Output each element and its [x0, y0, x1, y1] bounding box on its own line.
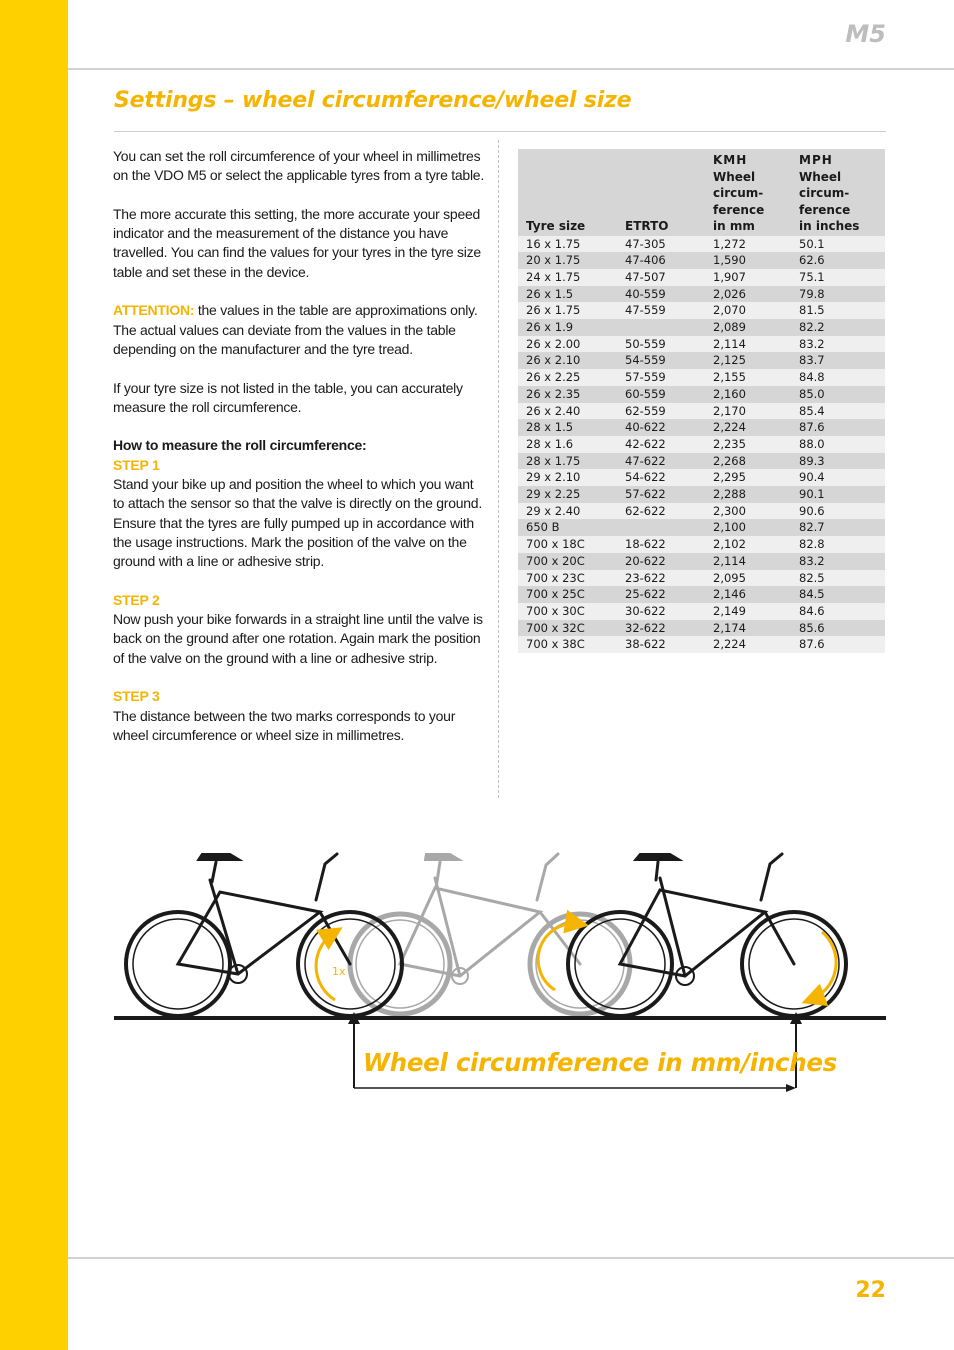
cell-tyre-size: 700 x 20C [518, 553, 617, 570]
attention-text: the values in the table are approximations only. The actual values can deviate from the values in the table depending on the manufacturer and the tyre tread. [113, 302, 478, 357]
cell-tyre-size: 20 x 1.75 [518, 252, 617, 269]
yellow-sidebar [0, 0, 68, 1350]
header-kmh-line: ference [713, 202, 765, 217]
column-divider [498, 140, 499, 798]
cell-etrto [617, 519, 705, 536]
header-tyre-size: Tyre size [518, 149, 617, 236]
cell-mph: 82.5 [791, 570, 885, 587]
cell-etrto: 42-622 [617, 436, 705, 453]
table-row [518, 336, 885, 353]
cell-kmh: 2,146 [705, 586, 791, 603]
cell-kmh: 2,149 [705, 603, 791, 620]
table-row [518, 486, 885, 503]
cell-kmh: 2,026 [705, 286, 791, 303]
attention-paragraph [113, 301, 485, 359]
title-rule [114, 131, 886, 132]
cell-tyre-size: 26 x 2.25 [518, 369, 617, 386]
cell-mph: 90.1 [791, 486, 885, 503]
cell-etrto: 47-406 [617, 252, 705, 269]
cell-mph: 84.8 [791, 369, 885, 386]
step-2-label: STEP 2 [113, 591, 160, 608]
cell-kmh: 1,907 [705, 269, 791, 286]
cell-kmh: 2,288 [705, 486, 791, 503]
cell-tyre-size: 28 x 1.6 [518, 436, 617, 453]
cell-kmh: 2,114 [705, 336, 791, 353]
cell-kmh: 2,170 [705, 403, 791, 420]
model-name: M5 [845, 20, 886, 48]
header-kmh [705, 149, 791, 236]
table-row [518, 536, 885, 553]
cell-etrto: 47-559 [617, 302, 705, 319]
cell-kmh: 2,155 [705, 369, 791, 386]
table-row [518, 236, 885, 253]
header-kmh-line: Wheel [713, 169, 756, 184]
table-row [518, 369, 885, 386]
bike-end [568, 854, 846, 1016]
cell-mph: 82.8 [791, 536, 885, 553]
table-row [518, 553, 885, 570]
table-header-row [518, 149, 885, 236]
cell-mph: 87.6 [791, 419, 885, 436]
table-row [518, 286, 885, 303]
cell-kmh: 1,590 [705, 252, 791, 269]
cell-mph: 89.3 [791, 453, 885, 470]
table-row [518, 453, 885, 470]
cell-tyre-size: 26 x 2.10 [518, 352, 617, 369]
cell-tyre-size: 29 x 2.25 [518, 486, 617, 503]
cell-kmh: 2,224 [705, 636, 791, 653]
cell-mph: 82.2 [791, 319, 885, 336]
intro-paragraph-2: The more accurate this setting, the more accurate your speed indicator and the measurement of the distance you have travelled. You can find the values for your tyres in the tyre size table and set these in the device. [113, 205, 481, 280]
cell-kmh: 2,100 [705, 519, 791, 536]
cell-tyre-size: 700 x 32C [518, 620, 617, 637]
cell-mph: 83.2 [791, 553, 885, 570]
header-mph-line: in inches [799, 219, 860, 233]
cell-kmh: 2,235 [705, 436, 791, 453]
not-listed-paragraph: If your tyre size is not listed in the table, you can accurately measure the roll circumference. [113, 379, 463, 415]
table-row [518, 586, 885, 603]
cell-tyre-size: 29 x 2.40 [518, 503, 617, 520]
cell-mph: 79.8 [791, 286, 885, 303]
cell-tyre-size: 16 x 1.75 [518, 236, 617, 253]
cell-etrto: 54-559 [617, 352, 705, 369]
cell-tyre-size: 700 x 38C [518, 636, 617, 653]
table-body [518, 236, 885, 654]
cell-tyre-size: 28 x 1.75 [518, 453, 617, 470]
table-row [518, 352, 885, 369]
cell-etrto: 38-622 [617, 636, 705, 653]
cell-tyre-size: 700 x 25C [518, 586, 617, 603]
cell-etrto: 25-622 [617, 586, 705, 603]
cell-kmh: 2,089 [705, 319, 791, 336]
cell-etrto: 47-507 [617, 269, 705, 286]
cell-tyre-size: 26 x 2.00 [518, 336, 617, 353]
cell-mph: 85.0 [791, 386, 885, 403]
cell-kmh: 2,295 [705, 469, 791, 486]
cell-etrto: 57-559 [617, 369, 705, 386]
page-title: Settings – wheel circumference/wheel size [114, 88, 632, 113]
cell-kmh: 1,272 [705, 236, 791, 253]
tyre-size-table [518, 149, 885, 653]
cell-tyre-size: 700 x 30C [518, 603, 617, 620]
cell-etrto: 47-305 [617, 236, 705, 253]
cell-etrto: 20-622 [617, 553, 705, 570]
step-2-text: Now push your bike forwards in a straight line until the valve is back on the ground after one rotation. Again mark the position of the valve on the ground with a line or adhesive strip. [113, 611, 483, 666]
cell-tyre-size: 29 x 2.10 [518, 469, 617, 486]
cell-mph: 81.5 [791, 302, 885, 319]
header-mph [791, 149, 885, 236]
table-row [518, 319, 885, 336]
step-3-label: STEP 3 [113, 688, 160, 705]
header-kmh-line: circum- [713, 186, 764, 200]
rotation-label: 1x [332, 965, 346, 978]
header-kmh-line: in mm [713, 219, 755, 233]
cell-mph: 82.7 [791, 519, 885, 536]
cell-mph: 90.6 [791, 503, 885, 520]
attention-label: ATTENTION: [113, 302, 195, 319]
cell-kmh: 2,174 [705, 620, 791, 637]
table-row [518, 386, 885, 403]
cell-mph: 62.6 [791, 252, 885, 269]
cell-etrto: 30-622 [617, 603, 705, 620]
footer-rule [68, 1257, 954, 1259]
cell-kmh: 2,102 [705, 536, 791, 553]
cell-kmh: 2,095 [705, 570, 791, 587]
cell-kmh: 2,114 [705, 553, 791, 570]
cell-mph: 50.1 [791, 236, 885, 253]
cell-tyre-size: 650 B [518, 519, 617, 536]
table-row [518, 252, 885, 269]
cell-etrto: 18-622 [617, 536, 705, 553]
cell-tyre-size: 26 x 1.5 [518, 286, 617, 303]
cell-etrto: 57-622 [617, 486, 705, 503]
table-row [518, 269, 885, 286]
table-row [518, 519, 885, 536]
table-row [518, 403, 885, 420]
cell-mph: 88.0 [791, 436, 885, 453]
cell-tyre-size: 26 x 1.75 [518, 302, 617, 319]
table-row [518, 436, 885, 453]
instructions-column [113, 147, 485, 765]
cell-kmh: 2,268 [705, 453, 791, 470]
cell-mph: 85.4 [791, 403, 885, 420]
cell-mph: 83.7 [791, 352, 885, 369]
header-mph-line: circum- [799, 186, 850, 200]
cell-etrto: 62-622 [617, 503, 705, 520]
cell-etrto: 54-622 [617, 469, 705, 486]
table-row [518, 603, 885, 620]
table-row [518, 503, 885, 520]
cell-etrto: 62-559 [617, 403, 705, 420]
cell-etrto: 40-622 [617, 419, 705, 436]
table-row [518, 636, 885, 653]
table-row [518, 419, 885, 436]
header-mph-line: MPH [799, 153, 833, 167]
wheel-circumference-caption: Wheel circumference in mm/inches [363, 1048, 837, 1077]
table-row [518, 620, 885, 637]
cell-etrto: 50-559 [617, 336, 705, 353]
cell-tyre-size: 700 x 23C [518, 570, 617, 587]
cell-tyre-size: 26 x 1.9 [518, 319, 617, 336]
cell-kmh: 2,160 [705, 386, 791, 403]
cell-mph: 90.4 [791, 469, 885, 486]
step-3-text: The distance between the two marks corresponds to your wheel circumference or wheel size in millimetres. [113, 707, 456, 743]
cell-etrto: 60-559 [617, 386, 705, 403]
cell-etrto: 32-622 [617, 620, 705, 637]
cell-etrto [617, 319, 705, 336]
cell-mph: 83.2 [791, 336, 885, 353]
step-1-text: Stand your bike up and position the wheel to which you want to attach the sensor so that the valve is directly on the ground. Ensure that the tyres are fully pumped up in accordance with the usage instructions. Mark the position of the valve on the ground with a line or adhesive strip. [113, 476, 482, 570]
cell-mph: 84.5 [791, 586, 885, 603]
cell-tyre-size: 26 x 2.40 [518, 403, 617, 420]
page-number: 22 [855, 1278, 886, 1303]
table-row [518, 302, 885, 319]
cell-kmh: 2,300 [705, 503, 791, 520]
cell-kmh: 2,224 [705, 419, 791, 436]
table-row [518, 469, 885, 486]
cell-mph: 87.6 [791, 636, 885, 653]
cell-etrto: 47-622 [617, 453, 705, 470]
cell-mph: 75.1 [791, 269, 885, 286]
cell-kmh: 2,125 [705, 352, 791, 369]
cell-etrto: 40-559 [617, 286, 705, 303]
header-mph-line: Wheel [799, 169, 842, 184]
cell-tyre-size: 26 x 2.35 [518, 386, 617, 403]
cell-tyre-size: 700 x 18C [518, 536, 617, 553]
header-kmh-line: KMH [713, 153, 748, 167]
intro-paragraph-1: You can set the roll circumference of your wheel in millimetres on the VDO M5 or select the applicable tyres from a tyre table. [113, 148, 484, 184]
step-1-label: STEP 1 [113, 456, 160, 473]
cell-kmh: 2,070 [705, 302, 791, 319]
header-etrto: ETRTO [617, 149, 705, 236]
cell-tyre-size: 28 x 1.5 [518, 419, 617, 436]
rotation-arrow-3 [810, 932, 836, 1000]
header-rule [68, 68, 954, 70]
cell-etrto: 23-622 [617, 570, 705, 587]
table-row [518, 570, 885, 587]
header-mph-line: ference [799, 202, 851, 217]
cell-tyre-size: 24 x 1.75 [518, 269, 617, 286]
cell-mph: 85.6 [791, 620, 885, 637]
howto-heading: How to measure the roll circumference: [113, 437, 367, 454]
cell-mph: 84.6 [791, 603, 885, 620]
